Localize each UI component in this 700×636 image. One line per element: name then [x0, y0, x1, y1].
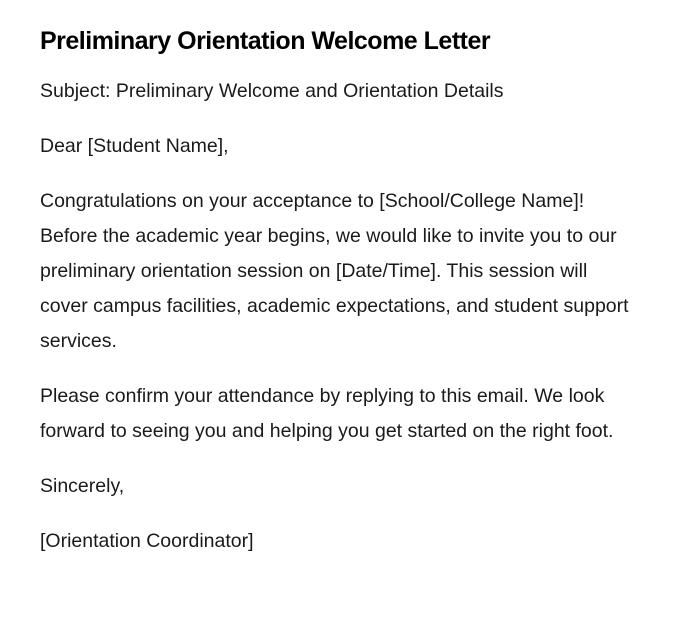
closing: Sincerely, — [40, 475, 125, 497]
letter — [40, 24, 640, 579]
greeting: Dear [Student Name], — [40, 135, 229, 157]
signature: [Orientation Coordinator] — [40, 530, 254, 552]
subject-line: Subject: Preliminary Welcome and Orientation Details — [40, 80, 504, 102]
body-paragraph-2: Please confirm your attendance by replying to this email. We look forward to seeing you and helping you get started on the right foot. — [40, 385, 614, 442]
body-paragraph-1: Congratulations on your acceptance to [School/College Name]! Before the academic year begins, we would like to invite you to our preliminary orientation session on [Date/Time]. This session will cover campus facilities, academic expectations, and student support services. — [40, 190, 629, 352]
letter-title: Preliminary Orientation Welcome Letter — [40, 27, 491, 55]
